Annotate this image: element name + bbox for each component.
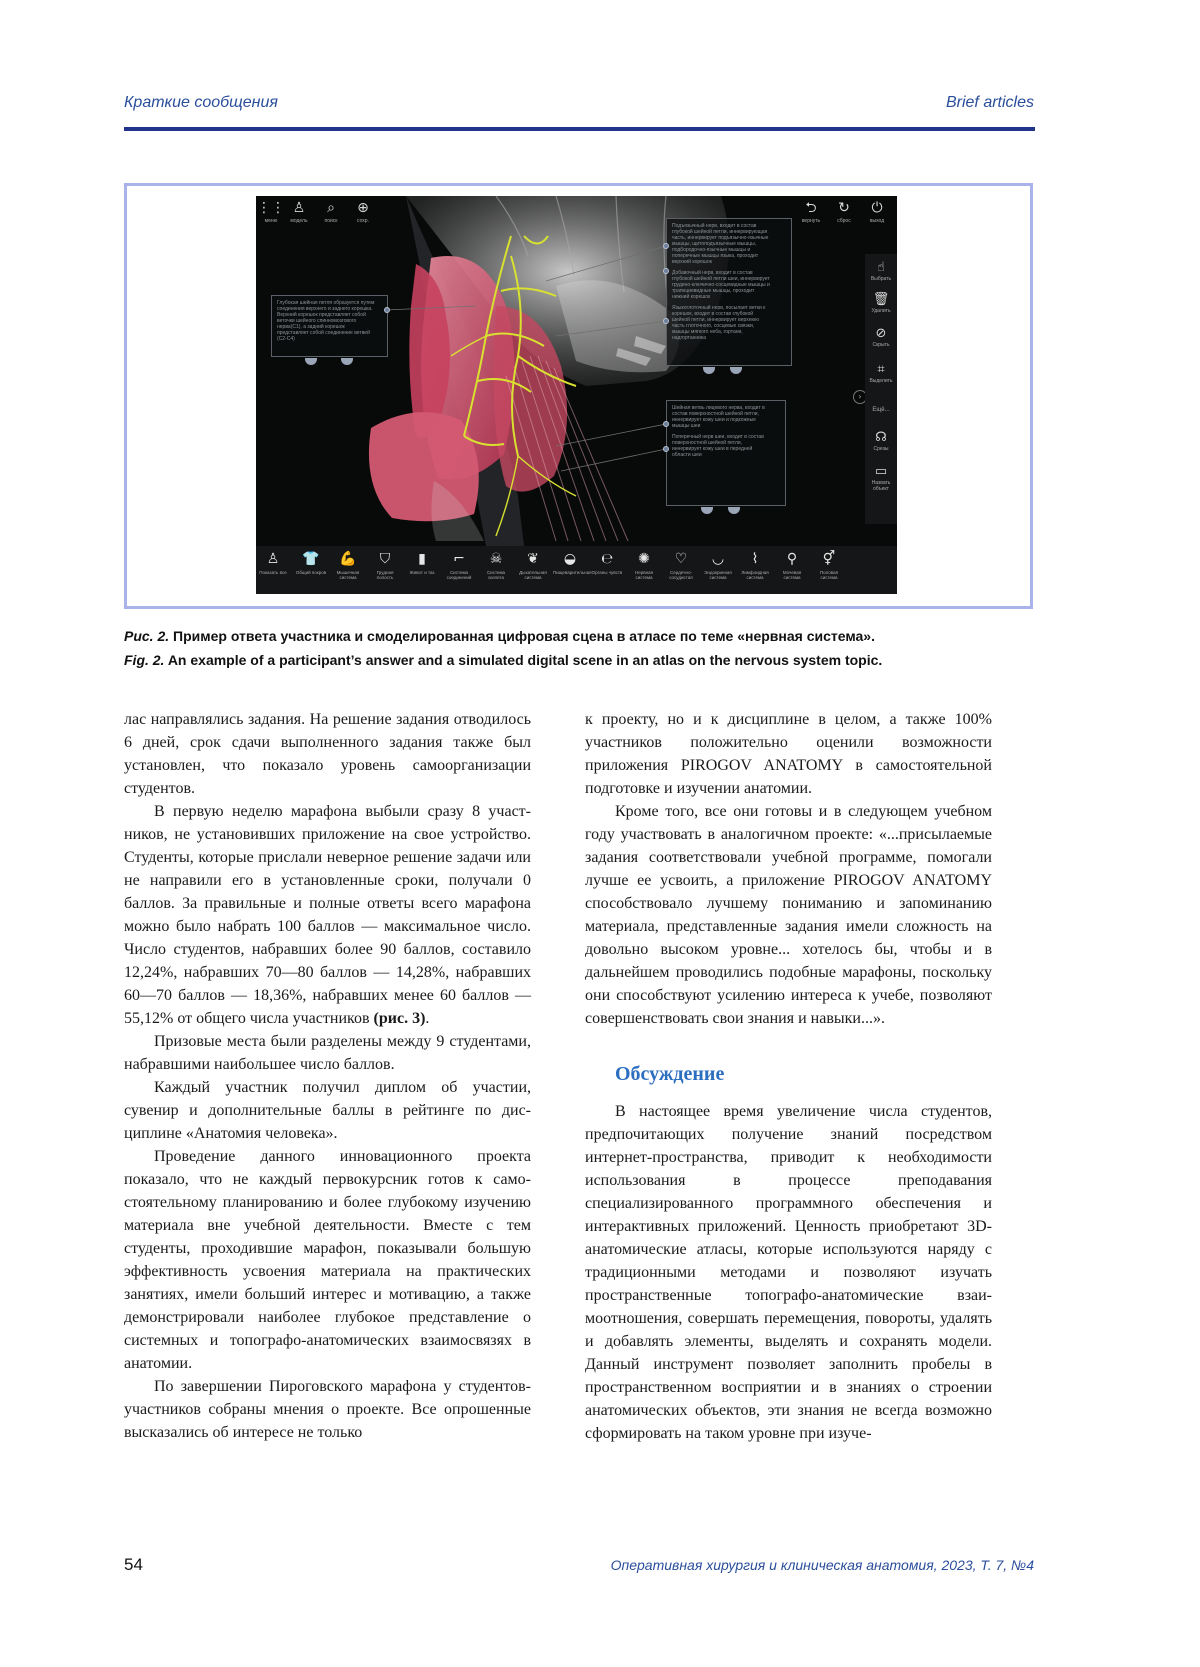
back-icon: ⮌ [805,200,817,216]
pin-marker[interactable] [663,318,669,324]
gland-icon: ◡ [711,551,725,567]
pin-marker[interactable] [663,268,669,274]
body-column-left [124,708,531,1444]
system-cardiovascular[interactable]: ♡ Сердечно-сосудистая [664,550,698,580]
system-joints[interactable]: ⌐ Система соединений [442,550,476,580]
running-header-right: Brief articles [945,94,1034,111]
paragraph: Призовые места были разделены между 9 студентами, набравшими наибольшее число баллов. [124,1033,531,1073]
lymph-icon: ⌇ [751,551,759,567]
person-icon: ♙ [266,551,280,567]
system-respiratory[interactable]: ❦ Дыхательная система [516,550,550,580]
sections-tool[interactable]: ☊ Срезы [865,430,897,452]
system-show-all[interactable]: ♙ Показать все [256,550,290,575]
trash-icon: 🗑 [872,292,890,307]
system-urinary[interactable]: ⚲ Мочевая система [775,550,809,580]
anatomy-app-screenshot [256,196,897,594]
paragraph: к проекту, но и к дисциплине в целом, а также 100% участников положительно оценили возможности приложения PIROGOV ANATOMY в самостоятельной подготовке и изучении анатомии. [585,711,992,797]
paragraph: Кроме того, все они готовы и в следующем учебном году участвовать в аналогичном проекте: «...присылаемые задания соответствовали учебной программе, помогали лучше ее усвоить, а приложение PIROGOV ANATOMY способствовало лучшему пониманию и запоминанию материала, представленные задания имели сложность на довольно высоком уровне... хотелось бы, чтобы и в дальнейшем проводились подобные марафоны, поскольку они способствуют усилению интереса к учебе, позволяют совершенствовать свои знания и навыки...». [585,803,992,1027]
figure-caption-en: Fig. 2. An example of a participant’s answer and a simulated digital scene in an atlas on the nervous system topic. [124,652,883,668]
pin-marker[interactable] [384,307,390,313]
body-column-right [585,708,992,1445]
system-muscular[interactable]: 💪 Мышечная система [331,550,365,580]
select-tool[interactable]: ☝ Выбрать [865,260,897,282]
crop-icon: ⌗ [877,362,885,377]
system-integument[interactable]: 👕 Общий покров [295,551,327,575]
info-box-superficial-cervical-loop: Шейная ветвь лицевого нерва, входит в состав поверхностной шейной петли, иннервирует кожу шеи и подкожные мышцы шеи Поперечный нерв шеи, входит в состав поверхностной шейной петли, иннервирует кожу шеи в передней области шеи [666,400,786,506]
system-nervous[interactable]: ✺ Нервная система [627,550,661,580]
exit-button[interactable]: ⏻ выход [862,200,892,224]
ear-icon: ℮ [601,551,613,567]
system-reproductive[interactable]: ⚥ Половая система [812,550,846,580]
journal-footer: Оперативная хирургия и клиническая анатомия, 2023, Т. 7, №4 [610,1557,1034,1573]
anatomy-3d-scene [256,196,897,594]
header-rule [124,127,1035,131]
system-bottom-bar [256,546,897,594]
add-icon: ⊕ [357,200,369,216]
more-tools-button[interactable]: Ещё... [872,407,890,413]
lungs-icon: ❦ [527,551,539,567]
right-tool-panel [865,254,897,524]
search-button[interactable]: ⌕ поиск [316,200,346,224]
hide-tool[interactable]: ⊘ Скрыть [865,326,897,348]
paragraph: В первую неделю марафона выбыли сразу 8 участников, не установивших приложение на свое устройство. Студенты, которые прислали неверное решение задачи или не направили его в установленные сроки, получали 0 баллов. За правильные и полные ответы всего марафона можно было набрать 100 баллов — максимальное число. Число студентов, набравших более 90 баллов, составило 12,24%, набравших 70—80 баллов — 14,28%, набравших 60—70 баллов — 18,36%, набравших менее 60 баллов — 55,12% от общего числа участников (рис. 3). [124,803,531,1027]
kidney-icon: ⚲ [786,551,798,567]
system-senses[interactable]: ℮ Органы чувств [591,551,623,575]
info-box-deep-cervical-loop: Глубокая шейная петля образуется путем соединения верхнего и заднего корешка. Верхний корешок представляет собой веточки шейного спинномозгового нерва(C1), а задний корешок представляет собой соединение ветвей (C2-C4) [271,295,388,357]
model-button[interactable]: ♙ модель [284,200,314,224]
pin-marker[interactable] [663,446,669,452]
add-button[interactable]: ⊕ сохр. [348,200,378,224]
skeleton-icon: ☠ [489,551,503,567]
paragraph: Проведение данного инновационного проекта показало, что не каждый первокурсник готов к самостоятельному планированию и более глубокому изучению материала вне учебной деятельности. Вместе с тем студенты, проходившие марафон, показывали большую эффективность усвоения материала на практических занятиях, имели больший интерес и мотивацию, а также демонстрировали наиболее глубокое представление о системных и топографо-анатомических взаимосвязях в анатомии. [124,1148,531,1372]
sections-icon: ☊ [875,430,887,445]
pin-marker[interactable] [663,243,669,249]
system-skeletal[interactable]: ☠ Система скелета [479,550,513,580]
running-header-left: Краткие сообщения [124,94,278,111]
paragraph: Каждый участник получил диплом об участии, сувенир и дополнительные баллы в рейтинге по дисциплине «Анатомия человека». [124,1079,531,1142]
stomach-icon: ◒ [563,551,577,567]
system-abdomen[interactable]: ▮ Живот и таз [405,550,439,575]
system-digestive[interactable]: ◒ Пищеварительная [553,551,592,575]
info-box-hypoglossal-nerve: Подъязычный нерв, входит в состав глубокой шейной петли, иннервирующая часть, иннервирует подъязычно-язычные мышцы, щитоподъязычные мышцы, подбородочно-язычные мышцы и поперечные мышцы языка, проходит верхний корешок Добавочный нерв, входит в состав глубокой шейной петли шеи, иннервирует грудино-ключично-сосцевидные мышцы и трапециевидные мышцы, проходит нижний корешок Языкоглоточный нерв, посылает ветки к корешок, входит в состав глубокой шейной петли, иннервирует верхнюю часть глоточного, сосцевые связки, мышцы мягкого неба, гортани, надгортанника [666,218,792,366]
paragraph: В настоящее время увеличение числа студентов, предпочитающих получение знаний посредством интернет-пространства, приводит к необходимости использования в процессе преподавания специализированного программного обеспечения и интерактивных приложений. Ценность приобретают 3D-анатомические атласы, которые используются наряду с традиционными методами и позволяют изучать пространственные топографо-анатомические взаимоотношения, совершать перемещения, повороты, удалять и добавлять элементы, выделять и сохранять модели. Данный инструмент позволяет заполнить пробелы в пространственном восприятии и в знаниях о строении анатомических объектов, эти знания не всегда возможно сформировать на таком уровне при изуче- [585,1103,992,1442]
labels-icon: ▭ [874,464,888,479]
heart-icon: ♡ [674,551,688,567]
muscle-icon: 💪 [339,551,357,567]
reset-icon: ↻ [838,200,850,216]
shirt-icon: 👕 [302,551,320,567]
grid-icon: ⋮⋮ [257,200,285,216]
power-icon: ⏻ [871,200,883,216]
back-button[interactable]: ⮌ вернуть [796,200,826,224]
torso-icon: ▮ [418,551,426,567]
paragraph: лас направлялись задания. На решение задания отводилось 6 дней, срок сдачи выполненного задания также был установлен, что показало уровень самоорганизации студентов. [124,711,531,797]
figure-caption-ru: Рис. 2. Пример ответа участника и смоделированная цифровая сцена в атласе по теме «нервная система». [124,628,875,644]
panel-collapse-button[interactable]: › [853,390,867,404]
menu-button[interactable]: ⋮⋮ меню [257,200,285,224]
system-thoracic[interactable]: ⛉ Грудная полость [368,550,402,580]
label-object-tool[interactable]: ▭ Назвать объект [865,464,897,492]
reset-button[interactable]: ↻ сброс [829,200,859,224]
system-lymphoid[interactable]: ⌇ Лимфоидная система [738,550,772,580]
highlight-tool[interactable]: ⌗ Выделить [865,362,897,384]
system-endocrine[interactable]: ◡ Эндокринная система [701,550,735,580]
joint-icon: ⌐ [453,551,465,567]
page-number: 54 [124,1555,143,1574]
chest-icon: ⛉ [379,551,391,567]
delete-tool[interactable]: 🗑 Удалить [865,292,897,314]
section-heading-discussion: Обсуждение [615,1063,725,1085]
nerve-icon: ✺ [638,551,650,567]
eye-hidden-icon: ⊘ [875,326,887,341]
reproductive-icon: ⚥ [822,551,836,567]
figure-icon: ♙ [292,200,306,216]
paragraph: По завершении Пироговского марафона у студентов-участников собраны мнения о проекте. Все опрошенные высказались об интересе не только [124,1378,531,1441]
search-icon: ⌕ [327,200,335,216]
pin-marker[interactable] [663,421,669,427]
pointer-hand-icon: ☝ [877,260,885,275]
